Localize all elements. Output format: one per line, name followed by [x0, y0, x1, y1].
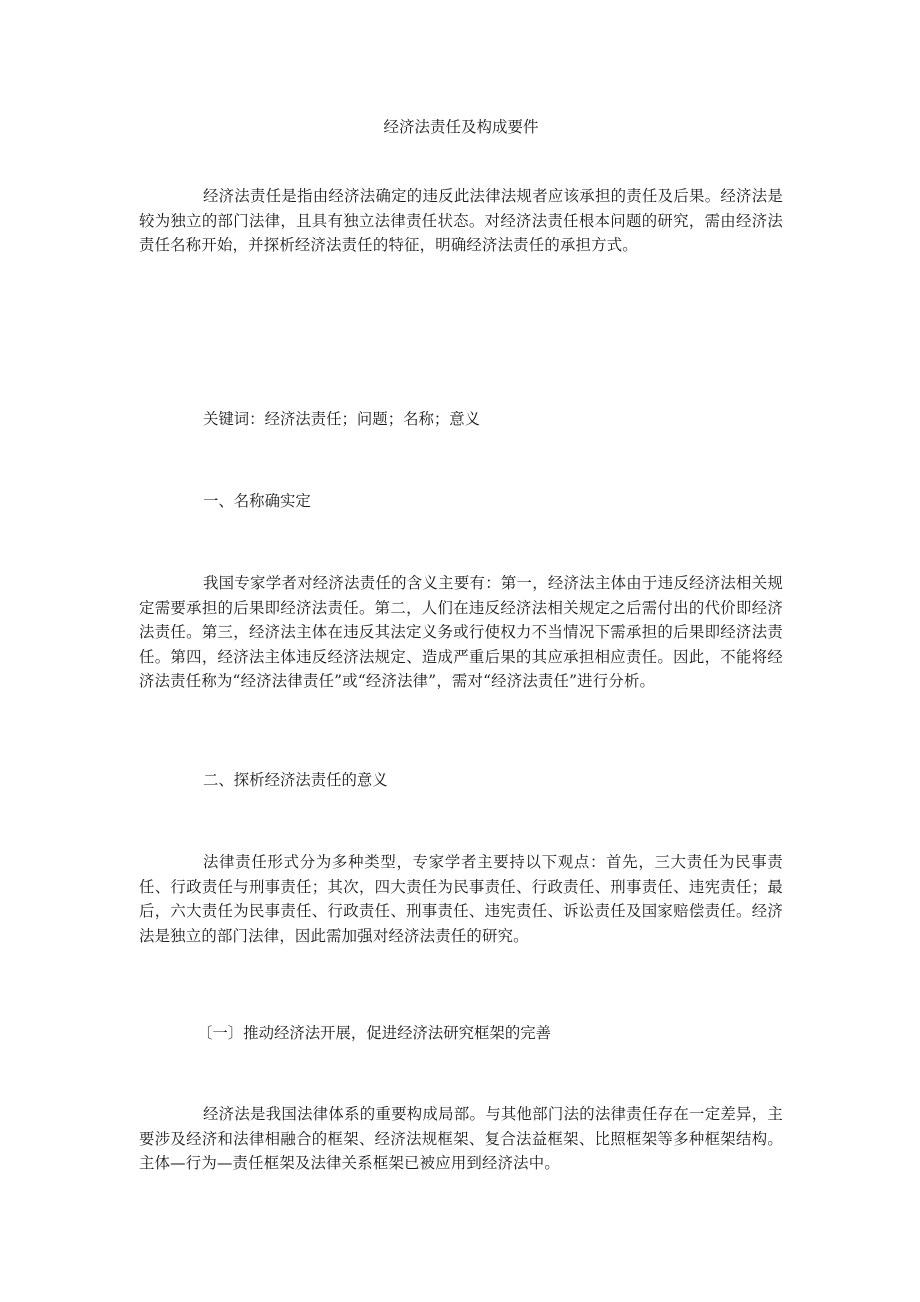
keywords-line: 关键词：经济法责任；问题；名称；意义 — [203, 410, 481, 428]
section-1-body: 我国专家学者对经济法责任的含义主要有：第一，经济法主体由于违反经济法相关规定需要承担的后果即经济法责任。第二，人们在违反经济法相关规定之后需付出的代价即经济法责任。第三，经济法主体在违反其法定义务或行使权力不当情况下需承担的后果即经济法责任。第四，经济法主体违反经济法规定、造成严重后果的其应承担相应责任。因此，不能将经济法责任称为“经济法律责任”或“经济法律”，需对“经济法责任”进行分析。 — [139, 574, 783, 690]
section-2-heading: 二、探析经济法责任的意义 — [203, 771, 388, 789]
document-title: 经济法责任及构成要件 — [383, 118, 539, 136]
section-2-body: 法律责任形式分为多种类型，专家学者主要持以下观点：首先，三大责任为民事责任、行政责任与刑事责任；其次，四大责任为民事责任、行政责任、刑事责任、违宪责任；最后，六大责任为民事责任、行政责任、刑事责任、违宪责任、诉讼责任及国家赔偿责任。经济法是独立的部门法律，因此需加强对经济法责任的研究。 — [139, 853, 783, 945]
subsection-1-body: 经济法是我国法律体系的重要构成局部。与其他部门法的法律责任存在一定差异，主要涉及经济和法律相融合的框架、经济法规框架、复合法益框架、比照框架等多种框架结构。主体—行为—责任框架及法律关系框架已被应用到经济法中。 — [139, 1105, 783, 1172]
abstract-paragraph: 经济法责任是指由经济法确定的违反此法律法规者应该承担的责任及后果。经济法是较为独立的部门法律，且具有独立法律责任状态。对经济法责任根本问题的研究，需由经济法责任名称开始，并探析经济法责任的特征，明确经济法责任的承担方式。 — [139, 187, 783, 254]
section-1-heading: 一、名称确实定 — [203, 492, 311, 510]
subsection-1-heading: 〔一〕推动经济法开展，促进经济法研究框架的完善 — [197, 1024, 551, 1042]
